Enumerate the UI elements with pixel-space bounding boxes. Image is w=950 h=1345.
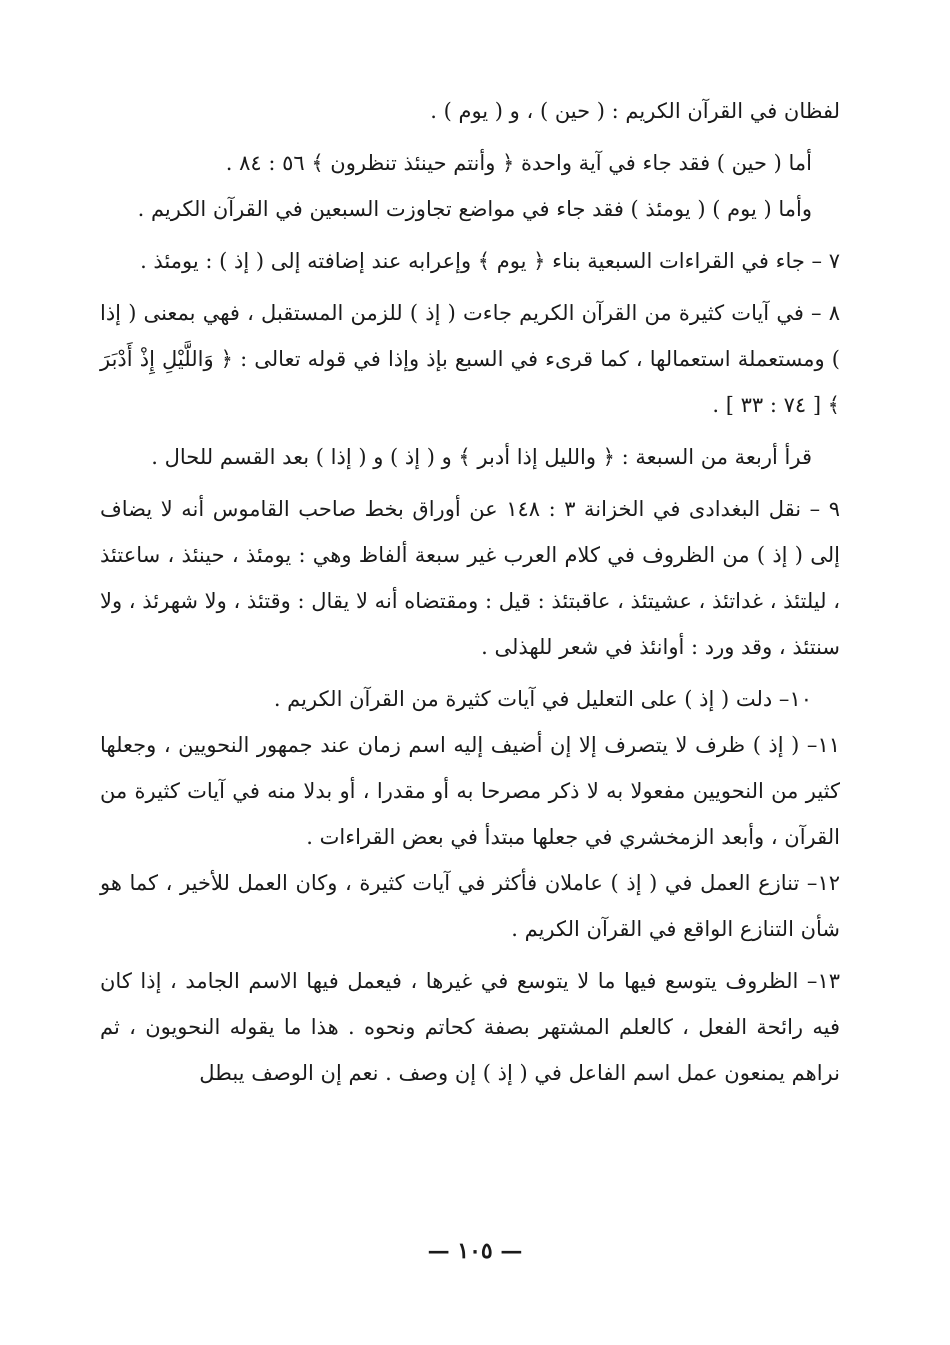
- paragraph-item-10: ١٠– دلت ( إذ ) على التعليل في آيات كثيرة من القرآن الكريم .: [273, 687, 812, 711]
- paragraph-item-13: ١٣– الظروف يتوسع فيها ما لا يتوسع في غيرها ، فيعمل فيها الاسم الجامد ، إذا كان فيه رائحة الفعل ، كالعلم المشتهر بصفة كحاتم ونحوه . هذا ما يقوله النحويون ، ثم نراهم يمنعون عمل اسم الفاعل في ( إذ ) إن وصف . نعم إن الوصف يبطل: [100, 969, 840, 1085]
- paragraph-item-12: ١٢– تنازع العمل في ( إذ ) عاملان فأكثر في آيات كثيرة ، وكان العمل للأخير ، كما هو شأن التنازع الواقع في القرآن الكريم .: [100, 871, 840, 941]
- paragraph-yawm: وأما ( يوم ) ( يومئذ ) فقد جاء في مواضع تجاوزت السبعين في القرآن الكريم .: [137, 197, 812, 221]
- paragraph-intro: لفظان في القرآن الكريم : ( حين ) ، و ( يوم ) .: [430, 99, 840, 123]
- paragraph-readers: قرأ أربعة من السبعة : ﴿ والليل إذا أدبر ﴾ و ( إذ ) و ( إذا ) بعد القسم للحال .: [151, 445, 812, 469]
- paragraph-item-9: ٩ – نقل البغدادى في الخزانة ٣ : ١٤٨ عن أوراق بخط صاحب القاموس أنه لا يضاف إلى ( إذ ) من الظروف في كلام العرب غير سبعة ألفاظ وهي : يومئذ ، حينئذ ، ساعتئذ ، ليلتئذ ، غداتئذ ، عشيتئذ ، عاقبتئذ : قيل : ومقتضاه أنه لا يقال : وقتئذ ، ولا شهرئذ ، ولا سنتئذ ، وقد ورد : أوانئذ في شعر للهذلى .: [100, 497, 841, 659]
- paragraph-item-11: ١١– ( إذ ) ظرف لا يتصرف إلا إن أضيف إليه اسم زمان عند جمهور النحويين ، وجعلها كثير من النحويين مفعولا به لا ذكر مصرحا به أو مقدرا ، أو بدلا منه في آيات كثيرة من القرآن ، وأبعد الزمخشري في جعلها مبتدأ في بعض القراءات .: [100, 733, 840, 849]
- paragraph-item-8: ٨ – في آيات كثيرة من القرآن الكريم جاءت ( إذ ) للزمن المستقبل ، فهي بمعنى ( إذا ) ومستعملة استعمالها ، كما قرىء في السبع بإذ وإذا في قوله تعالى : ﴿ وَاللَّيْلِ إِذْ أَدْبَرَ ﴾ [ ٧٤ : ٣٣ ] .: [100, 301, 840, 417]
- paragraph-hin: أما ( حين ) فقد جاء في آية واحدة ﴿ وأنتم حينئذ تنظرون ﴾ ٥٦ : ٨٤ .: [225, 151, 812, 175]
- paragraph-item-7: ٧ – جاء في القراءات السبعية بناء ﴿ يوم ﴾ وإعرابه عند إضافته إلى ( إذ ) : يومئذ .: [140, 249, 840, 273]
- page-number: — ١٠٥ —: [427, 1238, 523, 1264]
- page-body: [100, 88, 840, 1096]
